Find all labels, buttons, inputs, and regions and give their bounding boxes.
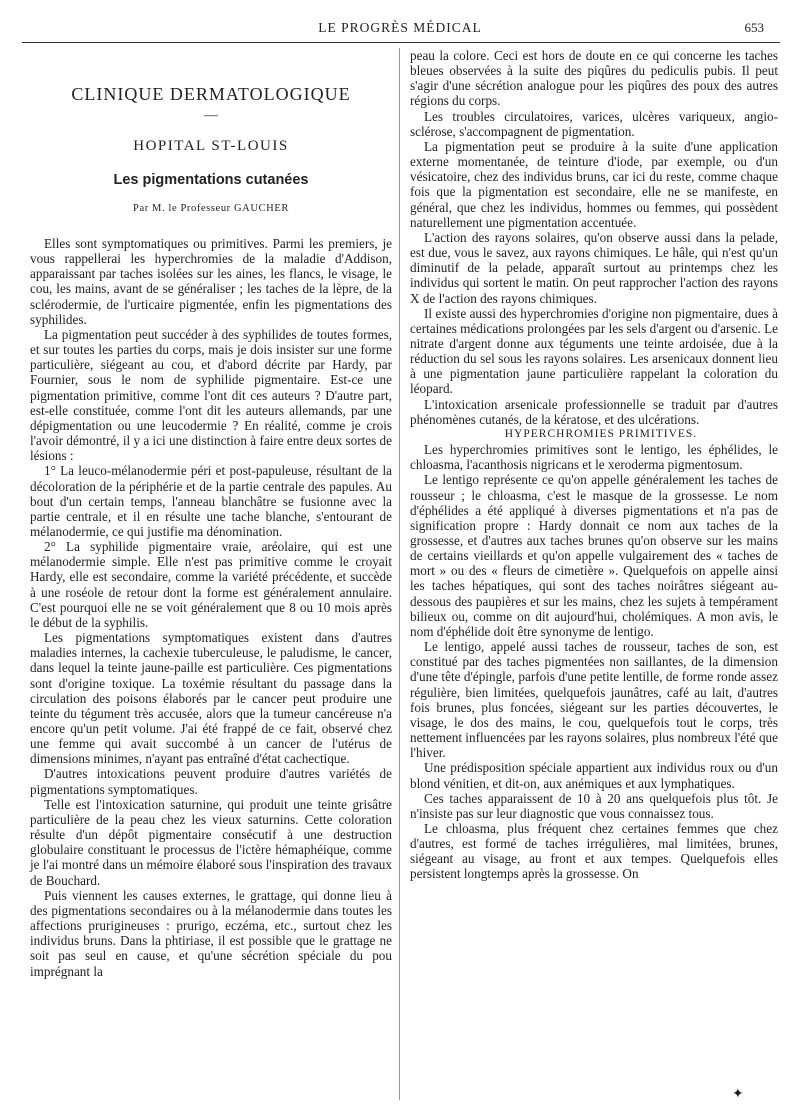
header-rule: [22, 42, 780, 43]
hospital-name: HOPITAL ST-LOUIS: [133, 138, 289, 154]
paragraph: Les troubles circulatoires, varices, ulcères variqueux, angio-sclérose, s'accompagnent de pigmentation.: [410, 108, 778, 139]
paragraph: Une prédisposition spéciale appartient aux individus roux ou d'un blond vénitien, et dit-on, aux anémiques et aux lymphatiques.: [410, 760, 778, 791]
paragraph: L'intoxication arsenicale professionnelle se traduit par d'autres phénomènes cutanés, de la kératose, et des ulcérations.: [410, 396, 778, 427]
paragraph: Les hyperchromies primitives sont le lentigo, les éphélides, le chloasma, l'acanthosis nigricans et le xeroderma pigmentosum.: [410, 442, 778, 473]
column-divider: [399, 48, 400, 1100]
paragraph: D'autres intoxications peuvent produire d'autres variétés de pigmentations symptomatiques.: [30, 766, 392, 797]
ornament-icon: ✦: [732, 1087, 744, 1102]
left-column: [30, 236, 392, 979]
paragraph: Le lentigo représente ce qu'on appelle généralement les taches de rousseur ; le chloasma, c'est le masque de la grossesse. Le nom d'éphélides a été appliqué à diverses pigmentations et n'a pas de signification propre : Hardy donnait ce nom aux taches de la grossesse, et d'autres aux taches brunes qu'on observe sur les mains de certains vieillards et qu'on appelle vulgairement des « taches de mort » ou des « fleurs de cimetière ». Quelquefois on appelle ainsi les taches hépatiques, qui sont des taches noirâtres siégeant au-dessous des paupières et sur les mains, chez les sujets à tempérament bilieux ou, comme on dit aujourd'hui, cholémiques. A mon avis, le nom d'éphélide doit être synonyme de lentigo.: [410, 472, 778, 639]
paragraph: 2° La syphilide pigmentaire vraie, aréolaire, qui est une mélanodermie simple. Elle n'est pas primitive comme le croyait Hardy, elle est secondaire, comme la variété précédente, et succède à une roséole de retour dont la forme est généralement annulaire. C'est pourquoi elle ne se voit généralement que 8 ou 10 mois après le début de la syphilis.: [30, 539, 392, 630]
paragraph: Il existe aussi des hyperchromies d'origine non pigmentaire, dues à certaines médications prolongées par les sels d'argent ou d'arsenic. Le nitrate d'argent donne aux téguments une teinte ardoisée, due à la réduction du sel sous les rayons solaires. Les arsenicaux donnent lieu à une pigmentation jaune particulière rappelant la coloration du léopard.: [410, 305, 778, 397]
paragraph: Les pigmentations symptomatiques existent dans d'autres maladies internes, la cachexie tuberculeuse, le paludisme, le cancer, dans lequel la teinte jaune-paille est particulière. Ces pigmentations sont d'origine toxique. La toxémie résultant du passage dans la circulation des poisons élaborés par le cancer peut produire une teinte du tégument très accusée, alors que la tumeur cancéreuse n'a encore qu'un petit volume. J'ai été frappé de ce fait, observé chez une femme qui avait succombé à un cancer de l'utérus de dimensions minimes, n'ayant pas entraîné d'état cachectique.: [30, 630, 392, 767]
paragraph: peau la colore. Ceci est hors de doute en ce qui concerne les taches bleues observées à la suite des piqûres du pediculis pubis. Il peut s'agir d'une sécrétion analogue pour les piqûres des poux des autres régions du corps.: [410, 48, 778, 109]
section-heading: HYPERCHROMIES PRIMITIVES.: [504, 427, 698, 440]
paragraph: Le chloasma, plus fréquent chez certaines femmes que chez d'autres, est formé de taches irrégulières, mal limitées, brunes, siégeant au visage, au front et aux tempes. Quelquefois elles persistent longtemps après la grossesse. On: [410, 820, 778, 882]
paragraph: La pigmentation peut succéder à des syphilides de toutes formes, et sur toutes les parties du corps, mais je dois insister sur une forme particulière, siégeant au cou, et d'abord décrite par Hardy, par Fournier, sous le nom de syphilide pigmentaire. Est-ce une pigmentation primitive, comme l'ont dit ces auteurs ? D'autre part, est-elle constituée, comme l'ont dit les auteurs allemands, par une dépigmentation ou une leucodermie ? En réalité, comme je crois l'avoir démontré, il y a ici une distinction à faire entre deux sortes de lésions :: [30, 326, 392, 464]
paragraph: La pigmentation peut se produire à la suite d'une application externe momentanée, de teinture d'iode, par exemple, ou d'un vésicatoire, chez des individus bruns, car ici du reste, comme chaque fois que la pigmentation est secondaire, elle ne se manifeste, en général, que chez les individus, hommes ou femmes, qui possèdent naturellement une pigmentation accentuée.: [410, 138, 778, 230]
paragraph: Elles sont symptomatiques ou primitives. Parmi les premiers, je vous rappellerai les hyperchromies de la maladie d'Addison, apparaissant par taches isolées sur les aines, les flancs, le visage, le cou, les mains, avant de se généraliser ; les taches de la lèpre, de la sclérodermie, de l'urticaire pigmentée, enfin les pigmentations des syphilides.: [30, 236, 392, 327]
paragraph: Le lentigo, appelé aussi taches de rousseur, taches de son, est constitué par des taches pigmentées non saillantes, de la dimension d'une tête d'épingle, parfois d'une petite lentille, de forme ronde assez régulière, bien limitées, quelquefois jaunâtres, café au lait, d'autres fois brunes, plus foncées, siégeant sur les parties découvertes, le visage, le dos des mains, le cou, quelquefois tout le corps, très nettement influencées par les rayons solaires, plus nombreux l'été que l'hiver.: [410, 639, 778, 761]
paragraph: 1° La leuco-mélanodermie péri et post-papuleuse, résultant de la décoloration de la périphérie et de la partie centrale des papules. Au bout d'un certain temps, l'anneau blanchâtre se fusionne avec la partie centrale, et il en résulte une tache blanche, s'entourant de mélanodermie, ce qui justifie ma dénomination.: [30, 463, 392, 539]
page-number: 653: [744, 20, 764, 35]
rubric-title: CLINIQUE DERMATOLOGIQUE: [71, 84, 351, 104]
running-title: LE PROGRÈS MÉDICAL: [318, 20, 482, 35]
right-column: [410, 48, 778, 882]
author-byline: Par M. le Professeur GAUCHER: [133, 203, 289, 214]
paragraph: Ces taches apparaissent de 10 à 20 ans quelquefois plus tôt. Je n'insiste pas sur leur diagnostic que vous connaissez tous.: [410, 790, 778, 821]
paragraph: Puis viennent les causes externes, le grattage, qui donne lieu à des pigmentations secondaires ou à la mélanodermie dans toutes les affections prurigineuses : prurigo, eczéma, etc., surtout chez les individus bruns. Dans la phtiriase, il est possible que le grattage ne soit pas seul en cause, et qu'une sécrétion spéciale du pou imprégnant la: [30, 887, 392, 979]
rubric-separator: —: [204, 108, 218, 123]
paragraph: L'action des rayons solaires, qu'on observe aussi dans la pelade, est due, vous le savez, aux rayons chimiques. Le hâle, qui n'est qu'un diminutif de la pelade, apparaît surtout au printemps chez les individus qui sortent le matin. On peut rapprocher l'action des rayons X de l'action des rayons chimiques.: [410, 229, 778, 306]
paragraph: Telle est l'intoxication saturnine, qui produit une teinte grisâtre particulière de la peau chez les vieux saturnins. Cette coloration résulte d'un dépôt pigmentaire consécutif à une destruction globulaire constituant le processus de l'ictère hémaphéique, comme je l'ai montré dans un mémoire élaboré sous l'inspiration des travaux de Bouchard.: [30, 796, 392, 888]
page-header: [0, 0, 800, 40]
lecture-title: Les pigmentations cutanées: [113, 172, 309, 188]
